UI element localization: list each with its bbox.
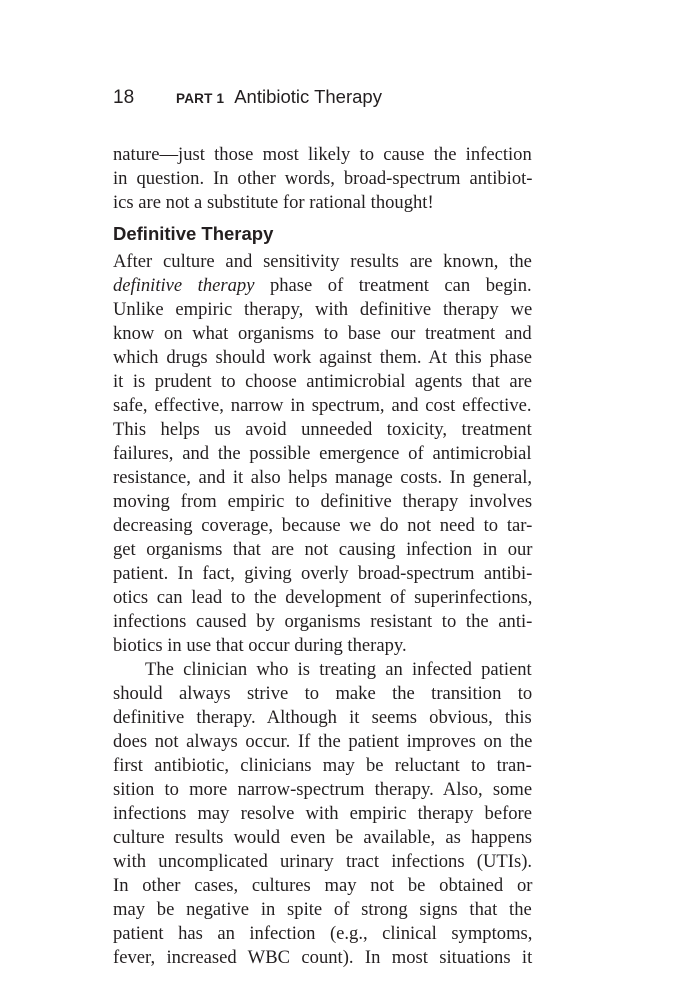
text-line: decreasing coverage, because we do not need to tar- [113, 515, 533, 536]
text-line: infections may resolve with empiric therapy before [113, 803, 533, 824]
text-line: infections caused by organisms resistant to the anti- [113, 611, 533, 632]
text-line: in question. In other words, broad-spectrum antibiot- [113, 168, 533, 189]
part-label: PART 1 [176, 91, 225, 106]
text-line: which drugs should work against them. At this phase [113, 347, 533, 368]
text-line: definitive therapy. Although it seems obvious, this [113, 707, 532, 728]
text-line: it is prudent to choose antimicrobial agents that are [113, 371, 533, 392]
running-head [113, 86, 382, 112]
text-line: resistance, and it also helps manage costs. In general, [113, 467, 533, 488]
text-line: moving from empiric to definitive therapy involves [113, 491, 533, 512]
intro-paragraph [113, 143, 532, 215]
part-title: Antibiotic Therapy [234, 86, 382, 107]
text-fragment: phase of treatment can begin. [254, 275, 532, 296]
text-line: get organisms that are not causing infection in our [113, 539, 533, 560]
text-line: does not always occur. If the patient improves on the [113, 731, 533, 752]
text-line: ics are not a substitute for rational thought! [113, 192, 434, 213]
text-line: patient. In fact, giving overly broad-spectrum antibi- [113, 563, 533, 584]
section-heading: Definitive Therapy [113, 223, 274, 244]
italic-term: definitive therapy [113, 275, 255, 296]
text-line: After culture and sensitivity results are known, the [113, 251, 532, 272]
text-line [113, 274, 532, 298]
text-line: may be negative in spite of strong signs that the [113, 899, 532, 920]
page-number: 18 [113, 87, 135, 108]
text-line: culture results would even be available, as happens [113, 827, 533, 848]
text-line: fever, increased WBC count). In most situations it [113, 947, 533, 968]
text-line: otics can lead to the development of superinfections, [113, 587, 533, 608]
text-line: safe, effective, narrow in spectrum, and cost effective. [113, 395, 532, 416]
section-body [113, 250, 532, 970]
text-line: Unlike empiric therapy, with definitive therapy we [113, 299, 533, 320]
text-line: patient has an infection (e.g., clinical symptoms, [113, 923, 533, 944]
text-line: sition to more narrow-spectrum therapy. Also, some [113, 779, 533, 800]
text-line: biotics in use that occur during therapy. [113, 635, 407, 656]
text-line: first antibiotic, clinicians may be reluctant to tran- [113, 755, 532, 776]
text-line: failures, and the possible emergence of antimicrobial [113, 443, 532, 464]
text-line: In other cases, cultures may not be obtained or [113, 875, 533, 896]
text-line: nature—just those most likely to cause the infection [113, 144, 532, 165]
paragraph-first-line: The clinician who is treating an infected patient [145, 659, 532, 680]
text-line: This helps us avoid unneeded toxicity, treatment [113, 419, 532, 440]
text-line: with uncomplicated urinary tract infections (UTIs). [113, 851, 533, 872]
text-line: know on what organisms to base our treatment and [113, 323, 532, 344]
text-line: should always strive to make the transition to [113, 683, 533, 704]
